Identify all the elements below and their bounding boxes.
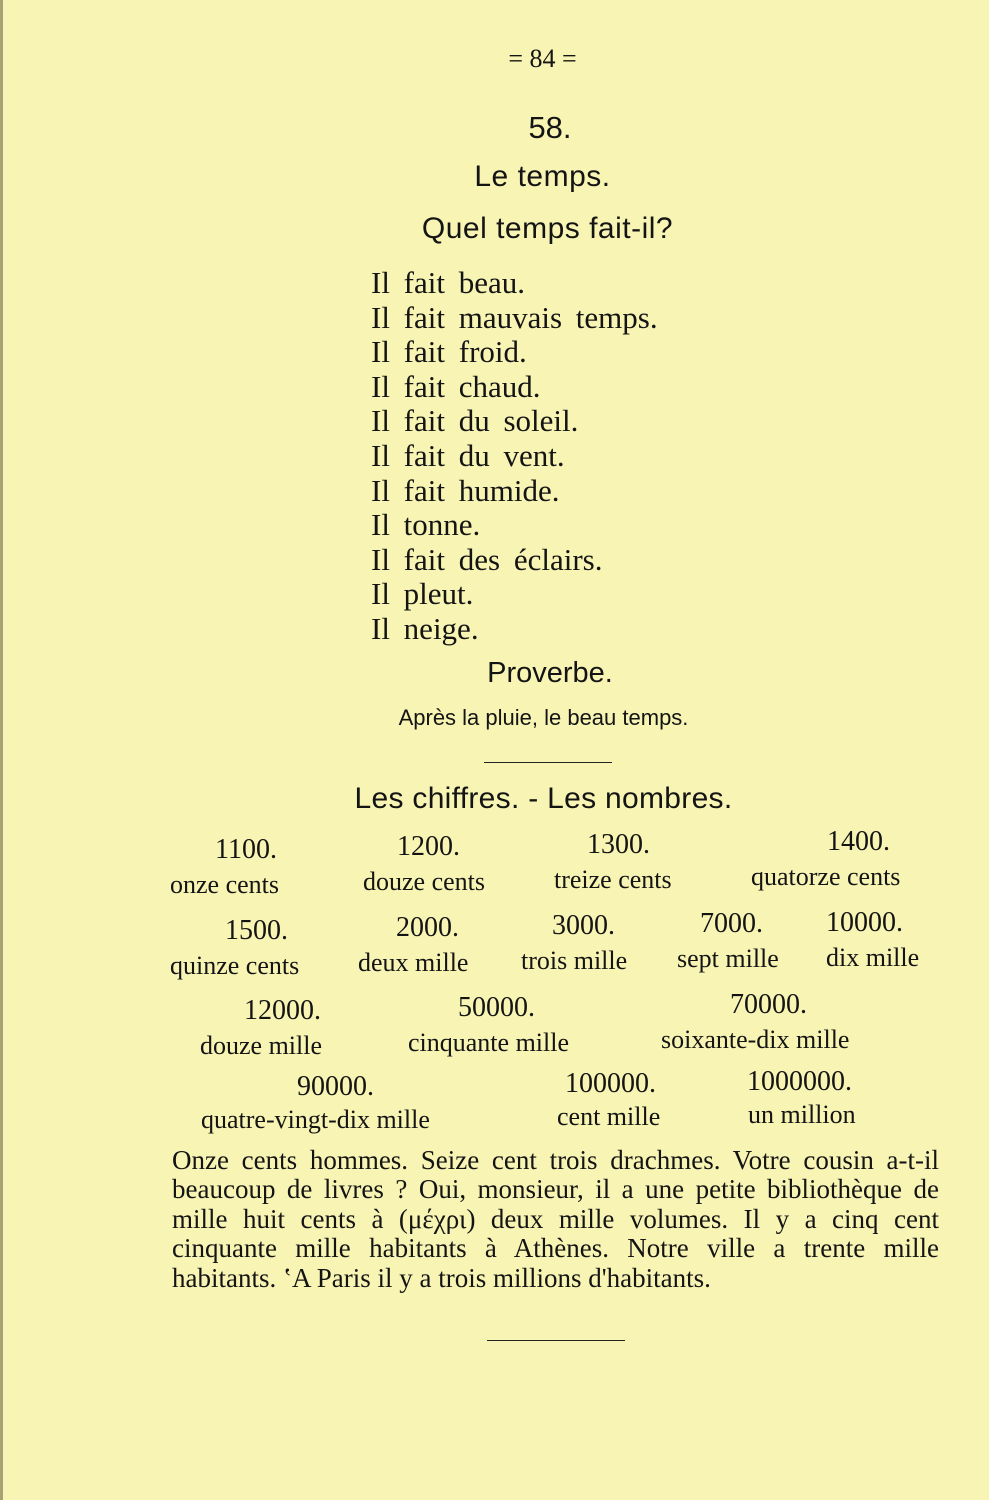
number-word: trois mille (521, 946, 628, 975)
number-value: 1200. (397, 831, 460, 862)
weather-phrase: Il fait beau. (371, 265, 526, 300)
number-word: treize cents (554, 865, 672, 894)
weather-phrase: Il fait des éclairs. (371, 541, 603, 577)
lesson-number: 58. (528, 110, 572, 145)
number-value: 90000. (297, 1071, 374, 1102)
number-value: 10000. (826, 907, 903, 938)
proverb-text: Après la pluie, le beau temps. (398, 705, 689, 730)
weather-phrase: Il fait du soleil. (371, 403, 579, 439)
number-word: un million (748, 1100, 856, 1129)
number-value: 7000. (700, 908, 763, 939)
number-word: quatorze cents (751, 862, 901, 891)
number-value: 2000. (396, 912, 459, 943)
number-value: 1400. (827, 826, 890, 857)
divider-rule (487, 1340, 625, 1341)
weather-phrase: Il fait du vent. (371, 437, 565, 473)
number-word: deux mille (358, 948, 469, 977)
numbers-title: Les chiffres. - Les nombres. (354, 782, 733, 815)
number-value: 12000. (244, 995, 321, 1026)
number-value: 100000. (565, 1068, 656, 1099)
weather-phrase: Il pleut. (371, 576, 474, 612)
number-value: 70000. (730, 989, 807, 1020)
weather-phrase: Il fait mauvais temps. (371, 299, 658, 335)
number-value: 1300. (587, 829, 650, 860)
number-word: quatre-vingt-dix mille (201, 1105, 430, 1134)
number-word: sept mille (677, 944, 779, 973)
number-word: douze mille (200, 1031, 323, 1060)
number-word: soixante-dix mille (661, 1025, 850, 1054)
weather-phrase: Il fait humide. (371, 472, 560, 508)
number-value: 1100. (215, 834, 277, 865)
number-word: douze cents (363, 867, 486, 896)
weather-phrase-list (371, 266, 658, 647)
number-value: 50000. (458, 992, 535, 1023)
page-number: = 84 = (508, 44, 577, 73)
section-title: Le temps. (474, 160, 611, 193)
number-value: 1500. (225, 915, 288, 946)
proverb-title: Proverbe. (487, 657, 613, 689)
divider-rule (484, 762, 612, 763)
weather-phrase: Il fait chaud. (371, 368, 541, 404)
weather-phrase: Il neige. (371, 610, 479, 646)
weather-phrase: Il fait froid. (371, 334, 527, 370)
question-heading: Quel temps fait-il? (421, 212, 674, 245)
exercise-paragraph: Onze cents hommes. Seize cent trois drachmes. Votre cousin a-t-il beaucoup de livres ? Oui, monsieur, il a une petite bibliothèque de mille huit cents à (μέχρι) deux mille volumes. Il y a cinq cent cinquante mille habitants à Athènes. Notre ville a trente mille habitants. ʽA Paris il y a trois millions d'habitants. (172, 1145, 939, 1293)
number-word: dix mille (826, 943, 920, 972)
weather-phrase: Il tonne. (371, 507, 481, 543)
number-word: cinquante mille (408, 1028, 570, 1057)
number-word: quinze cents (170, 951, 300, 980)
number-value: 3000. (552, 910, 615, 941)
number-word: onze cents (170, 870, 280, 899)
number-value: 1000000. (747, 1066, 852, 1097)
number-word: cent mille (557, 1102, 661, 1131)
